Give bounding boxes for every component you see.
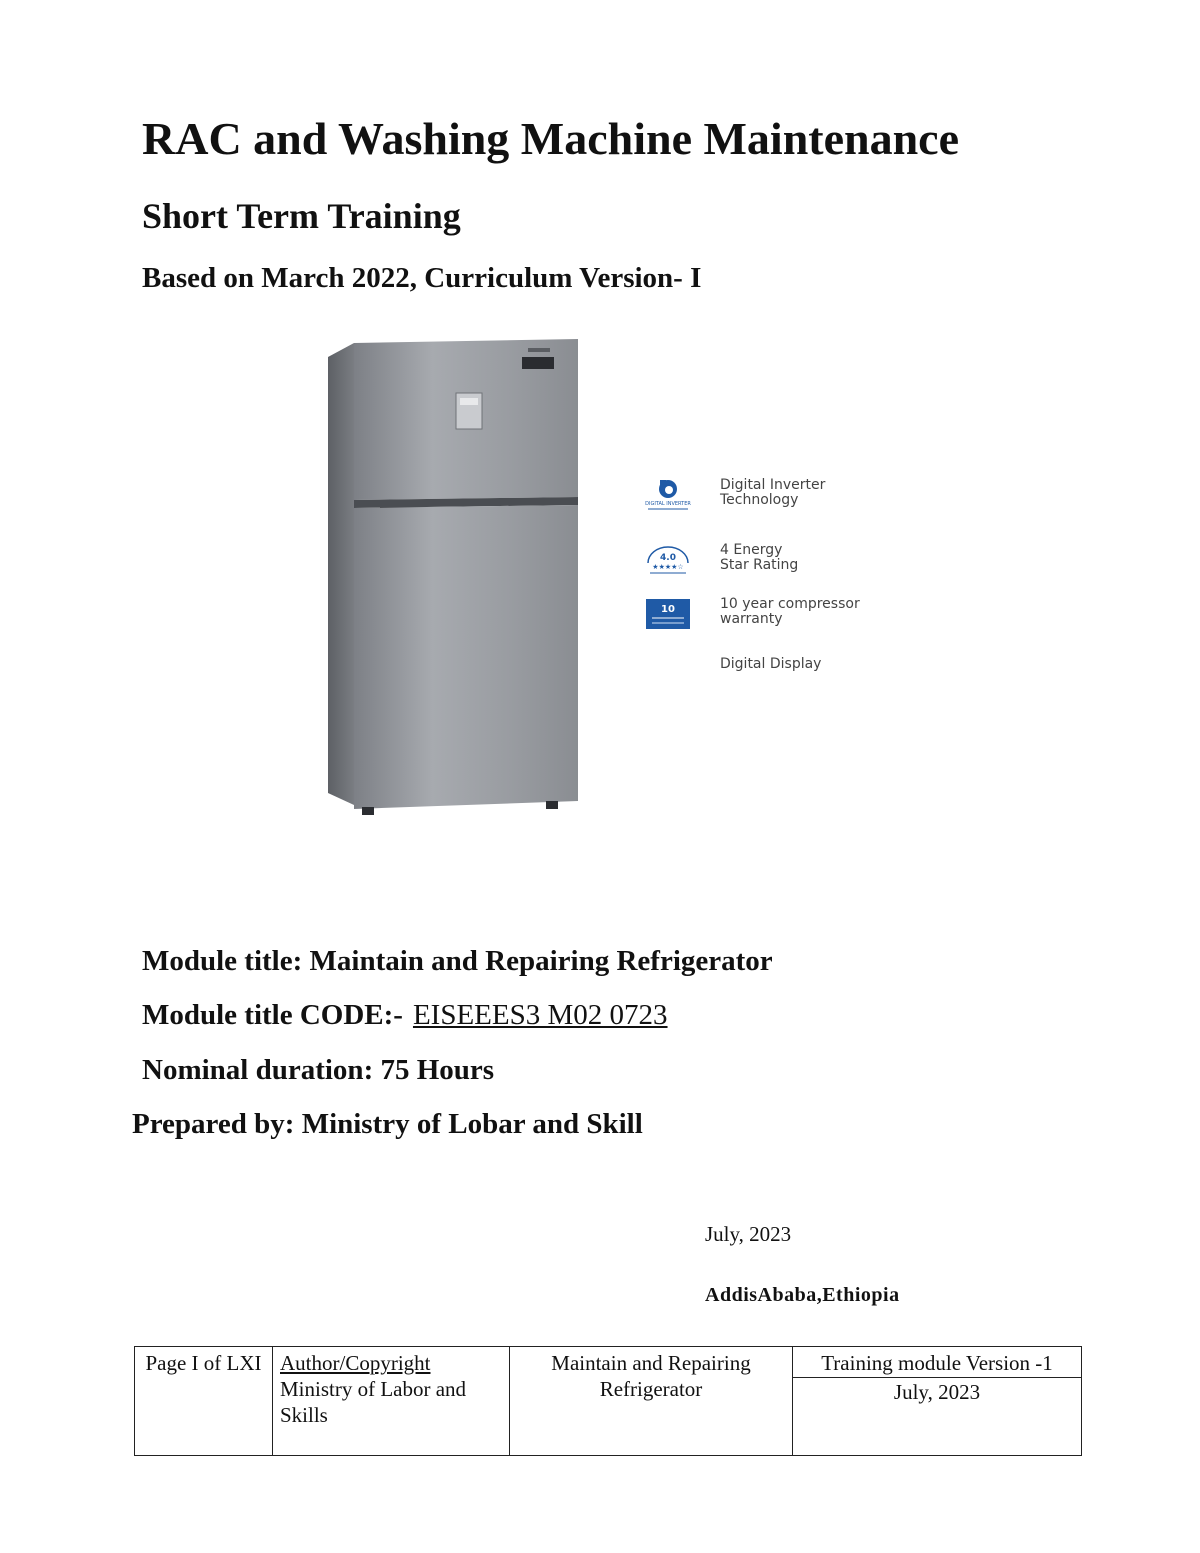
feature-digital-inverter: [642, 478, 920, 512]
digital-inverter-icon: [642, 478, 694, 512]
page-number: Page I of LXI: [145, 1351, 262, 1375]
author-label: Author/Copyright: [280, 1351, 431, 1375]
prepared-by: Prepared by: Ministry of Lobar and Skill: [132, 1108, 643, 1140]
module-code-label: Module title CODE:-: [142, 999, 403, 1031]
module-name: Maintain and Repairing Refrigerator: [551, 1351, 751, 1401]
feature-text: Digital Inverter Technology: [720, 477, 826, 508]
footer-module-cell: [510, 1347, 793, 1456]
inverter-badge-text: DIGITAL INVERTER: [645, 501, 691, 507]
feature-warranty: [642, 597, 920, 631]
feature-text: 4 Energy Star Rating: [720, 542, 799, 573]
feature-digital-display: [720, 657, 920, 672]
publication-date: July, 2023: [705, 1222, 792, 1246]
footer-author-cell: [273, 1347, 510, 1456]
footer-version-cell: [793, 1347, 1082, 1456]
module-title: Module title: Maintain and Repairing Refrigerator: [142, 945, 773, 977]
warranty-years-text: 10: [661, 604, 675, 615]
version-date: July, 2023: [893, 1380, 981, 1404]
module-code-line: [142, 999, 668, 1032]
warranty-badge-icon: [642, 597, 694, 631]
refrigerator-image: [322, 335, 592, 825]
document-title: RAC and Washing Machine Maintenance: [142, 113, 960, 164]
module-code-value: EISEEES3 M02 0723: [412, 999, 668, 1031]
rating-value-text: 4.0: [660, 553, 676, 563]
feature-text: Digital Display: [720, 656, 822, 672]
footer-table: [134, 1346, 1082, 1456]
module-version: Training module Version -1: [793, 1347, 1081, 1378]
author-value: Ministry of Labor and Skills: [280, 1377, 467, 1427]
nominal-duration: Nominal duration: 75 Hours: [142, 1054, 495, 1086]
document-subtitle: Short Term Training: [142, 196, 461, 236]
feature-text: 10 year compressor warranty: [720, 596, 860, 627]
feature-energy-rating: [642, 543, 920, 577]
energy-star-rating-icon: [642, 543, 694, 577]
svg-text:★★★★☆: ★★★★☆: [652, 563, 684, 571]
publication-place: AddisAbaba,Ethiopia: [705, 1284, 900, 1306]
curriculum-basis: Based on March 2022, Curriculum Version- I: [142, 262, 702, 294]
footer-page-cell: [135, 1347, 273, 1456]
